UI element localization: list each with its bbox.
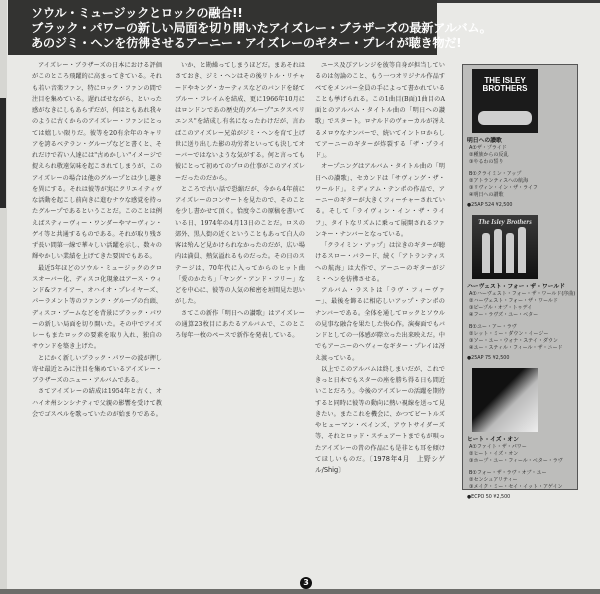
track: ④明日への讃歌 [469,192,504,198]
track: ②種族からの反乱 [469,152,509,158]
track: ③メイク・ミー・セイ・イット・アゲイン [469,484,563,490]
track: B①ユー・アー・ラヴ [469,324,517,330]
album-entry [467,69,573,209]
catalog-number: ●25AP 75 ¥2,500 [467,356,510,361]
headline-banner [8,0,492,55]
body-column-2 [175,60,305,341]
track: A①ハーヴェスト・フォー・ザ・ワールド(序曲) [469,291,576,297]
paragraph: アルバム・ラストは「ラヴ・フィーヴァー」、最後を飾るに相応しいアップ・テンポのナンバーである。全体を通してロックとソウルの見事な融合を果たした快心作。演奏面でもバンドとしての一体感が際立った出来映えだ。中でもアーニーのヘヴィーなギター・プレイは冴え渡っている。 [315,287,445,362]
paragraph: アイズレー・ブラザーズの日本における評価がこのところ飛躍的に高まってきている。それも若い音楽ファン、特にロック・ファンの間で注目を集めている。遅ればせながら、といった感がなきにしもあらずだが、何はともあれ我々のように古くからのアイズレー・ファンにとっては嬉しい限りだ。彼等を20有余年のキャリアを誇るベテラン・グループなどと書くと、それだけで若い人達には"古めかしい"イメージで捉えられ敬遠気味を起こされてしまうが、このアイズレーの場合は他のグループとは少し趣きを異にする。それは彼等が実にクリエイティヴな活動を起こし前向きに進むナウな感覚を持ったグループであるということだ。このことは例えばスティーヴィー・ワンダーやマーヴィン・ゲイ等と共通するものである。それが取り残さず長い間第一線で華々しい活躍を示し、数々の輝やかしい業績を上げてきた要因でもある。 [32,62,162,261]
catalog-number: ●ECPO 50 ¥2,500 [467,495,511,500]
bottom-edge [0,589,600,594]
album-cover [472,215,538,279]
page-edge-shadow [0,98,6,208]
catalog-number: ●25AP 524 ¥2,500 [467,203,513,208]
album-title: 明日への讃歌 [467,138,502,144]
album-entry [467,368,573,501]
track: ②アトランティスへの航海 [469,178,529,184]
track: ③ホープ・ユー・フィール・ベター・ラヴ [469,458,563,464]
track: A①ファイト・ザ・パワー [469,444,527,450]
closing-text: 以上でこのアルバムは終しまいだが、これできっと日本でもスターの座を勝ち得る日も間近いことだろう。今後のアイズレーの活躍を期待すると同時に彼等の動向に熱い視線を送って見きたい。またこれを機会に、かつてビートルズやヒューマン・ベインズ、アウトサイダーズ等、それとロッド・スチュアートまでもが唄ったアイズレーの昔の作品にも是非とも耳を傾けてほしいものだ。 [315,365,445,463]
headline-line: ブラック・パワーの新しい局面を切り開いたアイズレー・ブラザーズの最新アルバム。 [31,21,492,35]
paragraph: さてこの新作「明日への讃歌」はアイズレーの通算23枚目にあたるアルバムで、このところ毎年一枚のペースで新作を発表している。 [175,309,305,339]
album-entry [467,215,576,362]
cover-text: The Isley Brothers [478,218,532,226]
headline-line: あのジミ・ヘンを彷彿させるアーニー・アイズレーのギター・プレイが聴き物だ! [31,36,462,50]
cover-text: BROTHERS [482,84,528,93]
track: ②ヒート・イズ・オン [469,451,519,457]
paragraph: ところで古い話で恐縮だが、今から4年前にアイズレーのコンサートを見たので、そのことを少し書かせて頂く。恰度今この原稿を書いている日、1974年の4月13日のことだ。ロスの郊外、黒人街の近くということもあって白人の客は殆んど見かけられなかったのだが、広い場内は満員、熱気溢れるものだった。その日のステージは、70年代に入ってからのヒット曲「愛のかたち」「ヤング・アンド・フリー」などを中心に、彼等の人気の秘密を垣間見た思いがした。 [175,185,305,306]
page-edge [0,0,7,594]
signature: 〔1978年4月 上野シゲル/Shig〕 [315,454,446,474]
track: ④フー・ラヴズ・ユー・ベター [469,312,539,318]
cover-text: THE ISLEY [484,76,526,85]
track: ②ハーヴェスト・フォー・ザ・ワールド [469,298,558,304]
paragraph: オープニングはアルバム・タイトル曲の「明日への讃歌」、セカンドは「サヴィング・ザ・ワールド」。ミディアム・テンポの作品で、アーニーのギターが大きくフィーチャーされている。そして「ライヴィン・イン・ザ・ライフ」、タイトなリズムに乗って展開されるファンキー・ナンバーとなっている。 [315,163,445,238]
paragraph: 「クライミン・アップ」は泣きのギターが聴けるスロー・バラード、続く「アトランティスへの航海」は大作で、アーニーのギターがジミ・ヘンを彷彿させる。 [315,242,445,283]
track: A①ザ・プライド [469,145,507,151]
paragraph: とにかく新しいブラック・パワーの波が押し寄せ最近とみに注目を集めているアイズレー・ブラザーズのニュー・アルバムである。 [32,354,162,384]
top-edge [437,0,600,3]
album-title: ヒート・イズ・オン [467,437,519,443]
album-cover [472,69,538,133]
track: ②センシュアリティー [469,477,518,483]
body-column-1 [32,60,162,420]
album-title: ハーヴェスト・フォー・ザ・ワールド [467,284,565,290]
paragraph [315,364,445,477]
headline-line: ソウル・ミュージックとロックの融合!! [31,6,243,20]
track: ③リヴィン・イン・ザ・ライフ [469,185,538,191]
track: B①クライミン・アップ [469,171,522,177]
track: ④ユー・スティル・フィール・ザ・ニード [469,345,563,351]
page-number: 3 [300,577,312,589]
paragraph: 最近5年ほどのソウル・ミュージックのクロスオーバー化、ディスコ化現象はアース・ウィンド&ファイアー、オハイオ・プレイヤーズ、パーラメント等のファンク・グループの台頭、ディスコ・ブームなどを背景にブラック・パワーの新しい局面を切り開いた。その中でアイズレーもまたロックの要素を取り入れ、独自のサウンドを築き上げた。 [32,264,162,351]
paragraph: いか、と勘繰ってしまうほどだ。まあそれはさておき、ジミ・ヘンはその後リトル・リチャードやキング・カーティスなどのバンドを経てブルー・フレイムを結成、更に1966年10月にはロンドンであの歴史的グループ"エクスペリエンス"を結成し有名になったわけだが、言わばこのアイズレー兄弟がジミ・ヘンを育て上げ世に送り出した影の功労者といっても決してオーバーではないような気がする。何と言っても彼にとって初めてのプロの仕事がこのアイズレーだったのだから。 [175,62,305,182]
track: ③ソー・ユー・ウォナ・ステイ・ダウン [469,338,558,344]
paragraph: さてアイズレーの結成は1954年と古く、オハイオ州シンシナティで父親の影響を受けて教会でゴスペルを歌っていたのが始まりである。 [32,388,162,418]
track: ②レット・ミー・ダウン・イージー [469,331,549,337]
track: B①フォー・ザ・ラヴ・オブ・ユー [469,470,547,476]
track: ③ピープル・オブ・トゥデイ [469,305,533,311]
album-cover [472,368,538,432]
body-column-3 [315,60,445,476]
paragraph: ユース及びアレンジを彼等自身が担当しているのは勿論のこと、もう一つオリジナル作品すべてをメンバー全員の手によって書かれていることも挙げられる。この1曲目(B面)1曲目のA面とのアルバム・タイトル曲の「明日への讃歌」でスタート。ロナルドのヴォーカルが冴えるメロウなナンバーで、続いてイントロからしてアーニーのギターが炸裂する「ザ・プライド」。 [315,62,445,159]
discography-sidebar [462,64,578,500]
track: ③やるわの誓り [469,159,504,165]
